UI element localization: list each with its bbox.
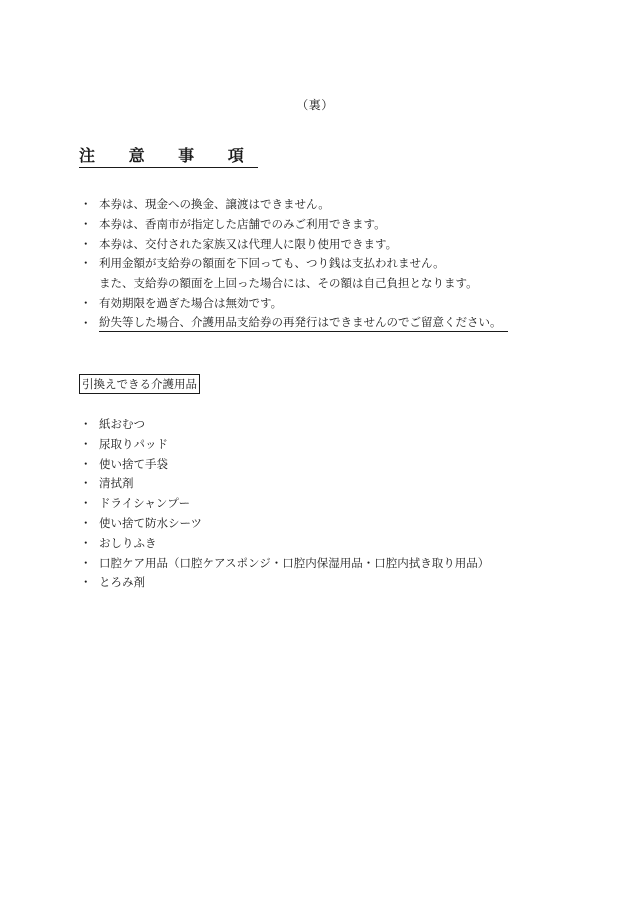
bullet-icon: ・ [80,295,92,310]
bullet-icon: ・ [80,496,92,511]
bullet-icon: ・ [80,515,92,530]
item-label: 使い捨て手袋 [99,456,168,471]
list-item [80,573,600,593]
note-line: また、支給券の額面を上回った場合には、その額は自己負担となります。 [99,276,478,291]
list-item [80,455,600,475]
note-item [80,254,600,294]
bullet-icon: ・ [80,256,92,271]
item-label: 口腔ケア用品（口腔ケアスポンジ・口腔内保湿用品・口腔内拭き取り用品） [99,555,490,570]
bullet-icon: ・ [80,236,92,251]
item-label: おしりふき [99,535,157,550]
bullet-icon: ・ [80,197,92,211]
bullet-icon: ・ [80,535,92,550]
list-item [80,474,600,494]
bullet-icon: ・ [80,456,92,471]
note-item [80,314,600,334]
notes-list [80,195,600,334]
note-line: 本券は、香南市が指定した店舗でのみご利用できます。 [99,216,386,231]
item-label: 清拭剤 [99,476,134,491]
item-label: 紙おむつ [99,417,145,431]
note-line: 利用金額が支給券の額面を下回っても、つり銭は支払われません。 [99,256,445,271]
note-item [80,294,600,314]
note-item [80,235,600,255]
list-item [80,494,600,514]
notes-heading: 注 意 事 項 [79,146,258,168]
bullet-icon: ・ [80,315,92,330]
note-line-underlined: 紛失等した場合、介護用品支給券の再発行はできませんのでご留意ください。 [99,314,508,332]
bullet-icon: ・ [80,417,92,431]
note-line: 本券は、交付された家族又は代理人に限り使用できます。 [99,236,398,251]
bullet-icon: ・ [80,575,92,590]
side-label: （裏） [296,98,334,112]
note-item [80,215,600,235]
item-label: ドライシャンプー [99,496,191,511]
items-title: 引換えできる介護用品 [79,374,200,394]
bullet-icon: ・ [80,436,92,451]
note-line: 本券は、現金への換金、譲渡はできません。 [99,197,330,211]
list-item [80,415,600,435]
bullet-icon: ・ [80,555,92,570]
list-item [80,534,600,554]
bullet-icon: ・ [80,216,92,231]
note-line: 有効期限を過ぎた場合は無効です。 [99,295,283,310]
bullet-icon: ・ [80,476,92,491]
item-label: 尿取りパッド [99,436,168,451]
items-list [80,415,600,593]
list-item [80,514,600,534]
item-label: とろみ剤 [99,575,145,590]
note-item [80,195,600,215]
list-item [80,435,600,455]
list-item [80,554,600,574]
item-label: 使い捨て防水シーツ [99,515,203,530]
